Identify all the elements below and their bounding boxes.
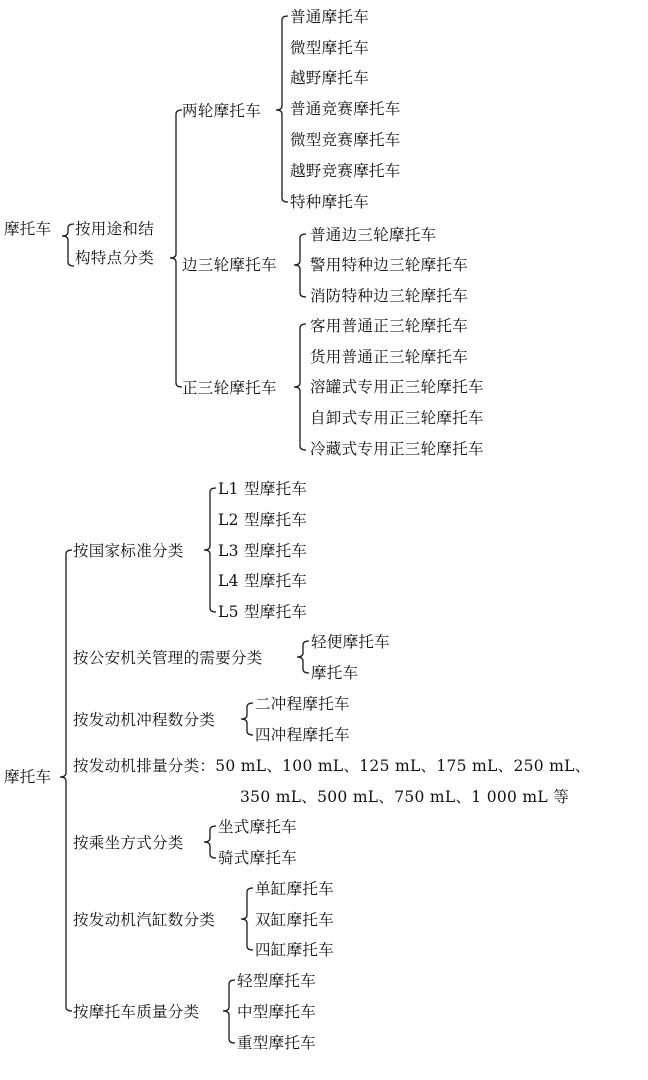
side-three-wheel-item: 警用特种边三轮摩托车	[310, 256, 469, 274]
engine-stroke-item: 二冲程摩托车	[255, 695, 350, 713]
national-standard-item: L5 型摩托车	[218, 603, 308, 621]
two-wheel-label: 两轮摩托车	[182, 102, 262, 120]
two-wheel-item: 特种摩托车	[290, 193, 370, 211]
two-wheel-item: 微型竞赛摩托车	[290, 131, 401, 149]
mass-item: 重型摩托车	[237, 1034, 317, 1052]
two-wheel-item: 普通摩托车	[290, 8, 370, 26]
seating-label: 按乘坐方式分类	[73, 834, 184, 852]
police-management-item: 摩托车	[311, 664, 359, 682]
side-three-wheel-item: 消防特种边三轮摩托车	[310, 287, 469, 305]
displacement-line2: 350 mL、500 mL、750 mL、1 000 mL 等	[240, 788, 570, 806]
mass-brace	[223, 980, 235, 1043]
national-standard-item: L4 型摩托车	[218, 572, 308, 590]
cylinder-count-item: 双缸摩托车	[255, 911, 335, 929]
police-management-item: 轻便摩托车	[311, 633, 391, 651]
national-standard-brace	[204, 488, 216, 612]
engine-stroke-brace	[241, 703, 253, 735]
tree2-root-brace	[60, 550, 72, 1011]
side-three-wheel-item: 普通边三轮摩托车	[310, 226, 437, 244]
two-wheel-item: 微型摩托车	[290, 39, 370, 57]
mass-item: 中型摩托车	[237, 1003, 317, 1021]
tree1-group-label-line2: 构特点分类	[75, 249, 155, 267]
tree1-group-label-line1: 按用途和结	[75, 220, 155, 238]
seating-brace	[204, 826, 216, 858]
tree1-root: 摩托车	[4, 220, 52, 238]
front-three-wheel-item: 溶罐式专用正三轮摩托车	[310, 378, 484, 396]
front-three-wheel-label: 正三轮摩托车	[182, 379, 277, 397]
national-standard-item: L3 型摩托车	[218, 542, 308, 560]
tree1-root-brace	[62, 224, 74, 266]
national-standard-label: 按国家标准分类	[73, 542, 184, 560]
seating-item: 坐式摩托车	[218, 818, 298, 836]
side-three-wheel-label: 边三轮摩托车	[182, 256, 277, 274]
front-three-wheel-item: 客用普通正三轮摩托车	[310, 317, 469, 335]
engine-stroke-item: 四冲程摩托车	[255, 726, 350, 744]
cylinder-count-item: 单缸摩托车	[255, 880, 335, 898]
two-wheel-item: 越野竞赛摩托车	[290, 162, 401, 180]
tree1-purpose-brace	[170, 110, 182, 387]
cylinder-count-item: 四缸摩托车	[255, 941, 335, 959]
cylinder-count-label: 按发动机汽缸数分类	[73, 911, 216, 929]
two-wheel-item: 越野摩托车	[290, 69, 370, 87]
front-three-wheel-brace	[294, 324, 306, 450]
displacement-line1: 按发动机排量分类：50 mL、100 mL、125 mL、175 mL、250 mL、	[73, 757, 591, 775]
two-wheel-item: 普通竞赛摩托车	[290, 100, 401, 118]
cylinder-count-brace	[241, 888, 253, 950]
front-three-wheel-item: 冷藏式专用正三轮摩托车	[310, 440, 484, 458]
tree2-root: 摩托车	[4, 768, 52, 786]
mass-item: 轻型摩托车	[237, 972, 317, 990]
police-management-label: 按公安机关管理的需要分类	[73, 649, 263, 667]
police-management-brace	[297, 641, 309, 673]
national-standard-item: L1 型摩托车	[218, 480, 308, 498]
two-wheel-brace	[276, 16, 288, 202]
national-standard-item: L2 型摩托车	[218, 511, 308, 529]
side-three-wheel-brace	[294, 234, 306, 297]
front-three-wheel-item: 货用普通正三轮摩托车	[310, 348, 469, 366]
front-three-wheel-item: 自卸式专用正三轮摩托车	[310, 409, 484, 427]
seating-item: 骑式摩托车	[218, 849, 298, 867]
mass-label: 按摩托车质量分类	[73, 1003, 200, 1021]
engine-stroke-label: 按发动机冲程数分类	[73, 711, 216, 729]
